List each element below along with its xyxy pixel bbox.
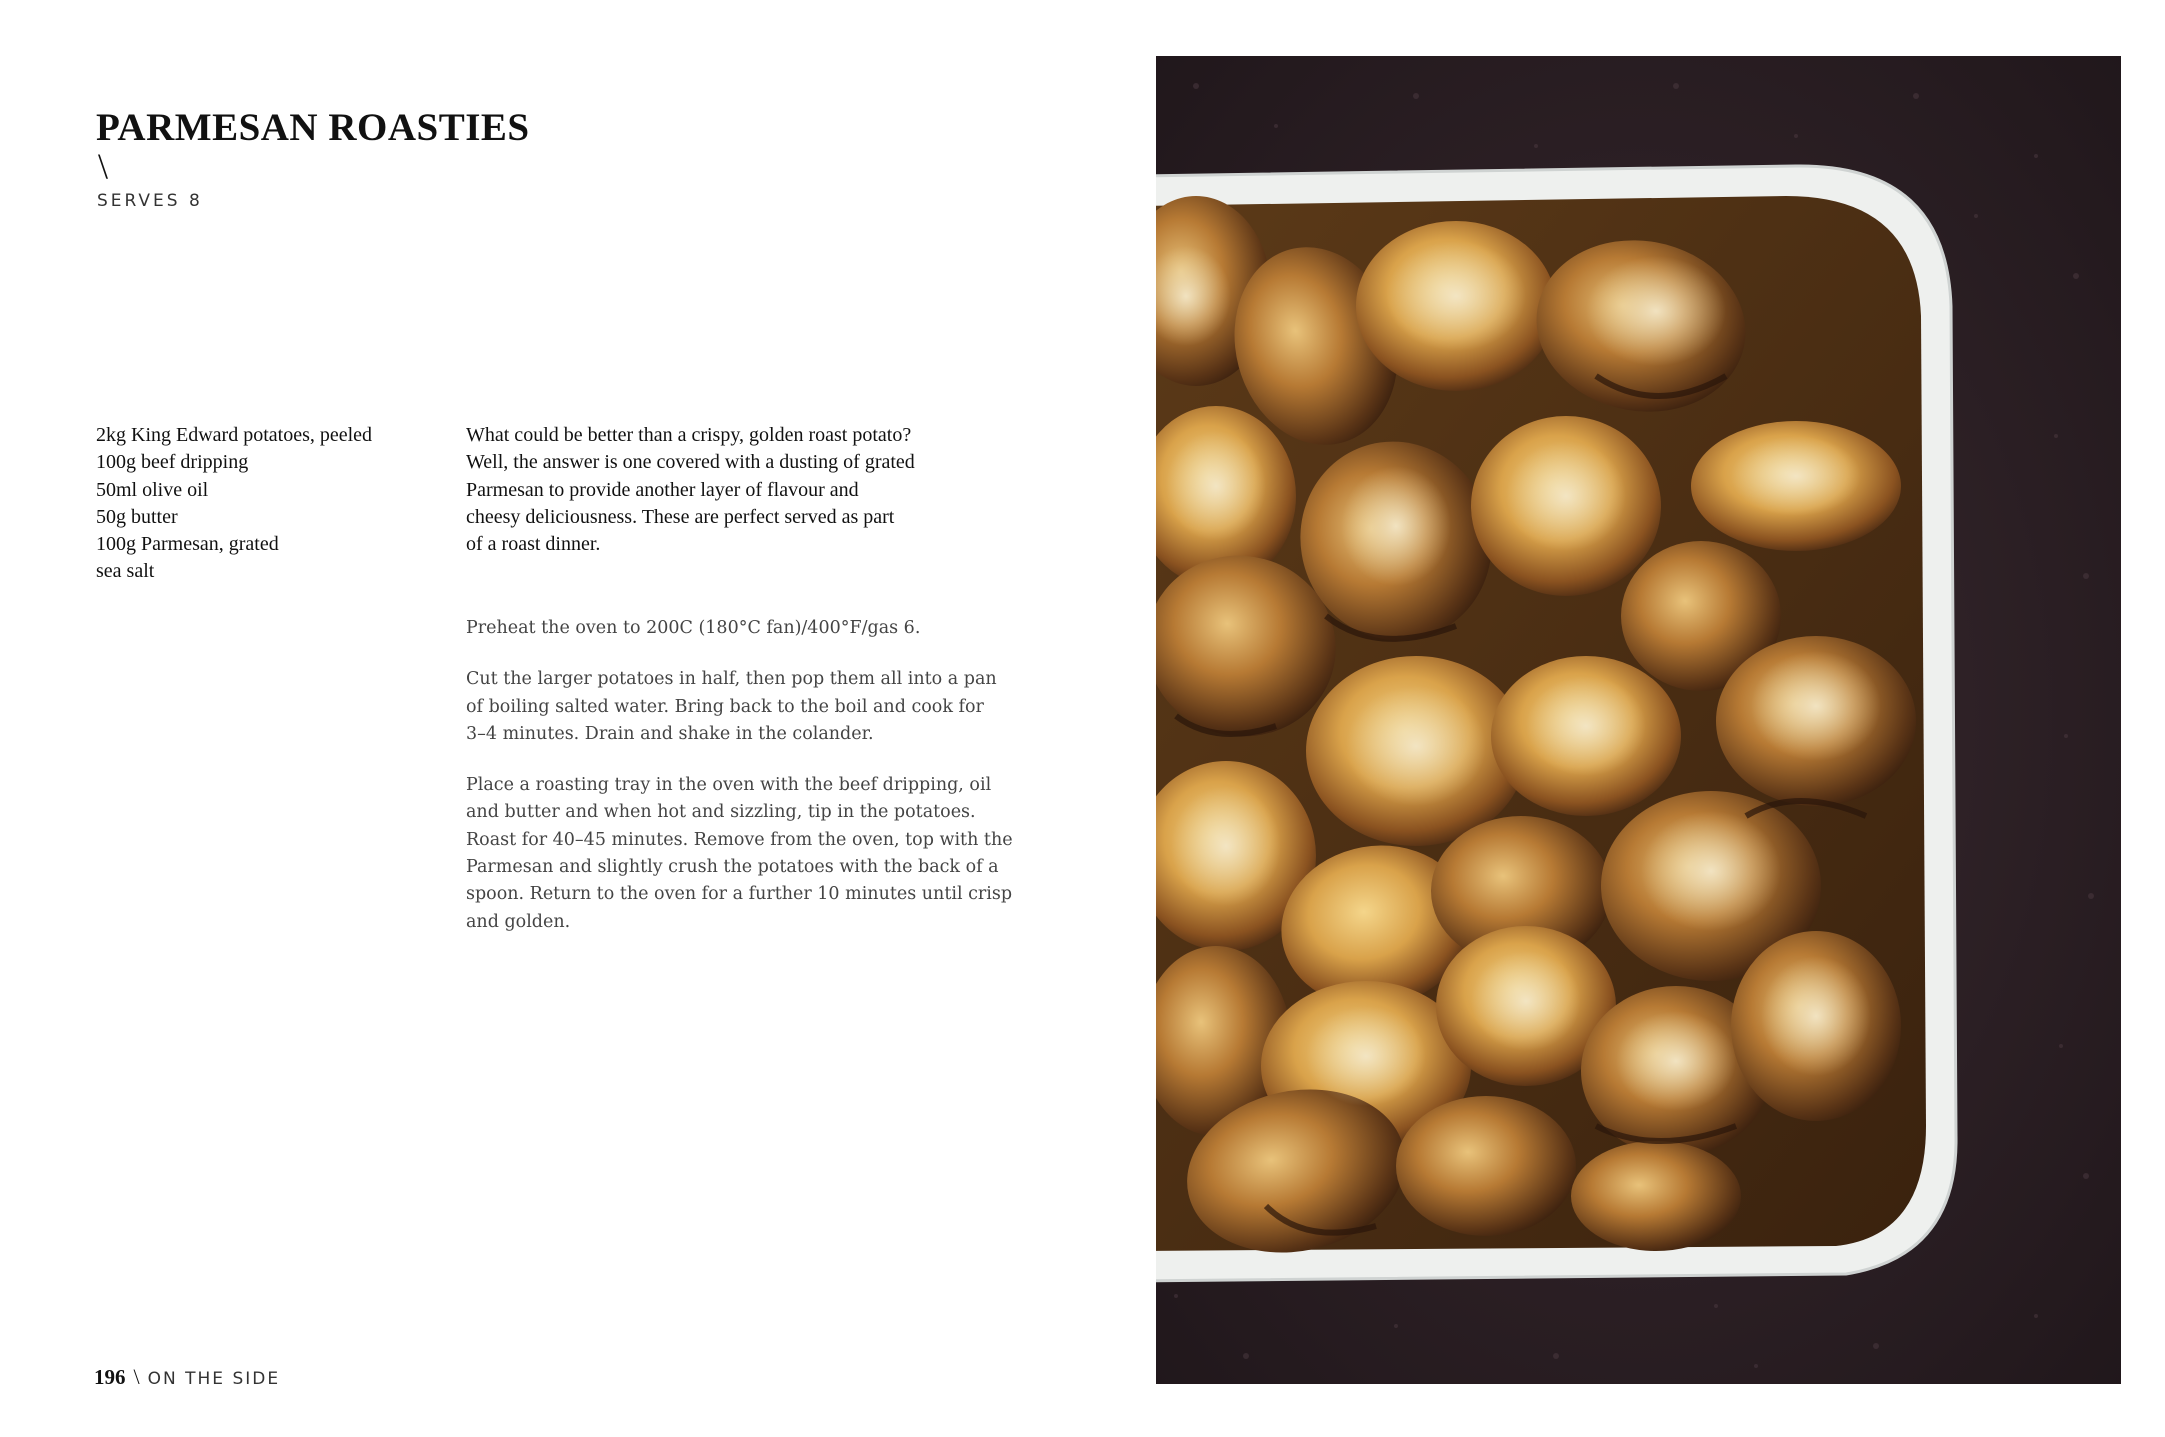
method-line: and golden. (466, 911, 571, 932)
intro-line: Parmesan to provide another layer of flavour and (466, 478, 859, 501)
method-step (466, 772, 1026, 936)
food-photo (1156, 56, 2121, 1384)
recipe-title: PARMESAN ROASTIES (96, 106, 530, 149)
ingredient-item: 100g Parmesan, grated (96, 533, 279, 556)
method-line: 3–4 minutes. Drain and shake in the colander. (466, 723, 874, 744)
ingredient-item: 2kg King Edward potatoes, peeled (96, 424, 373, 446)
method-line: Place a roasting tray in the oven with the beef dripping, oil (466, 775, 992, 796)
method-step (466, 615, 1026, 642)
intro-line: What could be better than a crispy, golden roast potato? (466, 424, 912, 446)
recipe-intro (466, 422, 986, 558)
ingredient-item: 50g butter (96, 505, 178, 528)
section-name: ON THE SIDE (147, 1369, 281, 1389)
intro-line: Well, the answer is one covered with a dusting of grated (466, 451, 915, 474)
method-line: Roast for 40–45 minutes. Remove from the oven, top with the (466, 829, 1013, 850)
ingredient-item: 50ml olive oil (96, 478, 209, 501)
method-line: spoon. Return to the oven for a further 10 minutes until crisp (466, 884, 1013, 905)
page-footer (94, 1364, 280, 1390)
page-number: 196 (94, 1365, 126, 1389)
method-line: of boiling salted water. Bring back to the boil and cook for (466, 696, 984, 717)
ingredient-item: sea salt (96, 560, 155, 583)
method-line: Preheat the oven to 200C (180°C fan)/400°F/gas 6. (466, 618, 921, 638)
title-slash-mark: \ (98, 146, 109, 186)
ingredients-list (96, 422, 436, 586)
method-line: Parmesan and slightly crush the potatoes with the back of a (466, 857, 999, 878)
method-step (466, 666, 1026, 748)
intro-line: cheesy deliciousness. These are perfect served as part (466, 505, 895, 528)
method-line: Cut the larger potatoes in half, then pop them all into a pan (466, 669, 997, 690)
intro-line: of a roast dinner. (466, 533, 601, 556)
serves-label: SERVES 8 (97, 191, 203, 211)
roast-potatoes-illustration (1156, 56, 2121, 1384)
method-steps (466, 615, 1026, 960)
method-line: and butter and when hot and sizzling, tip in the potatoes. (466, 802, 976, 823)
ingredient-item: 100g beef dripping (96, 451, 249, 474)
footer-separator: \ (133, 1364, 140, 1389)
